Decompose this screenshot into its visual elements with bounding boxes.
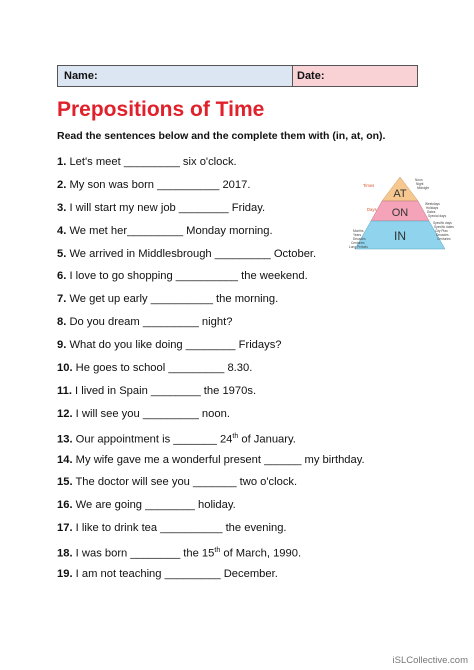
pyramid-right-label: Special days: [428, 214, 447, 218]
pyramid-top-label: AT: [393, 188, 407, 200]
sentence-text-before: I was born ________ the 15: [75, 547, 215, 560]
sentence-number: 16.: [57, 499, 73, 512]
sentence-number: 1.: [57, 156, 67, 168]
sentence-text: I love to go shopping __________ the weekend.: [69, 270, 308, 283]
sentence-number: 2.: [57, 178, 67, 191]
pyramid-right-label: Dates: [427, 210, 436, 214]
sentence-item: [57, 384, 365, 407]
pyramid-right-label: Specific dates: [434, 225, 454, 229]
sentence-item: [57, 521, 365, 544]
sentence-number: 8.: [57, 316, 67, 329]
sentence-item: [57, 544, 365, 567]
pyramid-left-label: Long Periods: [349, 245, 368, 249]
sentence-text: We met her_________ Monday morning.: [69, 224, 273, 237]
pyramid-left-label: Decades: [353, 237, 366, 241]
sentence-list: [57, 155, 365, 590]
name-field[interactable]: [58, 66, 293, 86]
sentence-text: I lived in Spain ________ the 1970s.: [75, 384, 257, 397]
ordinal-suffix: th: [214, 547, 221, 555]
date-field[interactable]: [293, 66, 417, 86]
pyramid-left-label: Times: [363, 183, 375, 188]
pyramid-right-label: Noon: [415, 178, 423, 182]
name-date-table: [57, 65, 418, 87]
sentence-item: [57, 361, 365, 384]
sentence-number: 5.: [57, 247, 67, 260]
sentence-text: Do you dream _________ night?: [69, 316, 233, 329]
sentence-item: [57, 338, 365, 361]
footer-credit: iSLCollective.com: [392, 655, 468, 666]
sentence-item: [57, 247, 365, 270]
sentence-item: [57, 224, 365, 247]
sentence-text: I am not teaching _________ December.: [75, 568, 278, 581]
sentence-item: [57, 567, 365, 590]
pyramid-right-label: Night: [416, 182, 424, 186]
prepositions-pyramid-diagram: [345, 177, 455, 257]
pyramid-right-label: Centuries: [437, 237, 451, 241]
name-label: Name:: [64, 70, 98, 82]
sentence-text: He goes to school _________ 8.30.: [75, 362, 253, 375]
sentence-item: [57, 430, 365, 453]
sentence-item: [57, 475, 365, 498]
pyramid-bottom-label: IN: [394, 229, 406, 243]
pyramid-right-label: Specific days: [433, 221, 452, 225]
sentence-text-after: of March, 1990.: [220, 547, 302, 560]
sentence-text: Let's meet _________ six o'clock.: [69, 156, 237, 168]
sentence-text: My wife gave me a wonderful present ______ my birthday.: [75, 453, 365, 466]
pyramid-right-label: City Plan: [435, 229, 448, 233]
sentence-number: 4.: [57, 224, 67, 237]
sentence-number: 13.: [57, 433, 73, 446]
sentence-item: [57, 155, 365, 178]
pyramid-right-label: Holidays: [426, 206, 439, 210]
sentence-text: We get up early __________ the morning.: [69, 293, 279, 306]
sentence-item: [57, 453, 365, 476]
sentence-text: I will see you _________ noon.: [75, 407, 230, 420]
pyramid-right-label: Weekdays: [425, 202, 440, 206]
sentence-number: 10.: [57, 362, 73, 375]
pyramid-left-label: Days: [367, 207, 377, 212]
sentence-text: What do you like doing ________ Fridays?: [69, 339, 282, 352]
sentence-number: 19.: [57, 568, 73, 581]
sentence-number: 9.: [57, 339, 67, 352]
pyramid-left-label: Months: [353, 229, 364, 233]
sentence-item: [57, 407, 365, 430]
sentence-number: 14.: [57, 453, 73, 466]
instructions: Read the sentences below and the complete them with (in, at, on).: [57, 130, 386, 142]
sentence-text: My son was born __________ 2017.: [69, 178, 251, 191]
sentence-text: We are going ________ holiday.: [75, 499, 236, 512]
date-label: Date:: [297, 70, 325, 82]
sentence-text-before: Our appointment is _______ 24: [75, 433, 233, 446]
page-title: Prepositions of Time: [57, 98, 265, 121]
pyramid-left-label: Years: [353, 233, 362, 237]
pyramid-middle-label: ON: [391, 207, 409, 219]
sentence-number: 12.: [57, 407, 73, 420]
sentence-number: 18.: [57, 547, 73, 560]
sentence-item: [57, 498, 365, 521]
sentence-number: 17.: [57, 522, 73, 535]
sentence-item: [57, 201, 365, 224]
sentence-number: 11.: [57, 384, 72, 397]
sentence-number: 3.: [57, 201, 67, 214]
sentence-text-after: of January.: [238, 433, 296, 446]
sentence-text: We arrived in Middlesbrough _________ October.: [69, 247, 317, 260]
pyramid-left-label: Centuries: [351, 241, 365, 245]
sentence-item: [57, 178, 365, 201]
pyramid-right-label: Decades: [436, 233, 449, 237]
ordinal-suffix: th: [232, 432, 239, 440]
sentence-item: [57, 269, 365, 292]
pyramid-right-label: Midnight: [417, 186, 430, 190]
sentence-text: The doctor will see you _______ two o'clock.: [75, 476, 298, 489]
sentence-number: 6.: [57, 270, 67, 283]
sentence-text: I like to drink tea __________ the evening.: [75, 522, 287, 535]
sentence-number: 7.: [57, 293, 67, 306]
sentence-item: [57, 292, 365, 315]
sentence-text: I will start my new job ________ Friday.: [69, 201, 266, 214]
sentence-item: [57, 315, 365, 338]
sentence-number: 15.: [57, 476, 73, 489]
